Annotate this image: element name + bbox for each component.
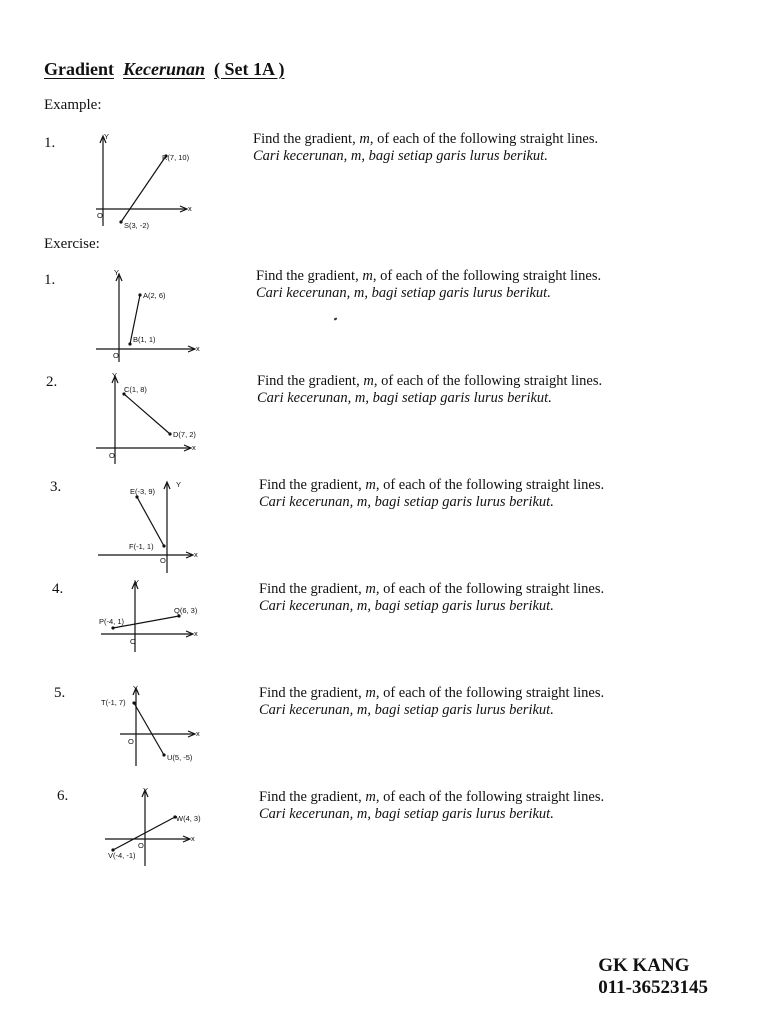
point-2 [119,220,122,223]
origin-label: O [160,556,166,565]
instruction-ms: Cari kecerunan, m, bagi setiap garis lurus berikut. [257,390,552,406]
point-2 [162,544,165,547]
instruction-ms: Cari kecerunan, m, bagi setiap garis lurus berikut. [253,148,548,164]
exercise-2-number: 2. [46,374,58,390]
point-1-label: R(7, 10) [162,153,190,162]
exercise-2-instruction [257,373,602,407]
y-label: Y [176,480,182,489]
exercise-6-graph [103,786,213,871]
instruction-en: Find the gradient, m, of each of the following straight lines. [259,477,605,493]
point-1-label: E(-3, 9) [130,487,156,496]
x-label: x [188,204,192,213]
instruction-en: Find the gradient, m, of each of the following straight lines. [257,373,603,389]
instruction-en: Find the gradient, m, of each of the following straight lines. [256,268,602,284]
exercise-3-number: 3. [50,479,62,495]
instruction-en: Find the gradient, m, of each of the following straight lines. [253,131,599,147]
exercise-1-number: 1. [44,272,56,288]
y-label: Y [134,578,140,587]
author-name: GK KANG [598,955,690,976]
title-gradient: Gradient [44,59,114,79]
point-1-label: A(2, 6) [143,291,166,300]
point-1-label: W(4, 3) [176,814,201,823]
author-block [598,955,708,999]
instruction-ms: Cari kecerunan, m, bagi setiap garis lurus berikut. [256,285,551,301]
exercise-6-number: 6. [57,788,69,804]
x-label: x [194,550,198,559]
exercise-2-graph [94,372,204,467]
exercise-3-instruction [259,477,604,511]
exercise-4-number: 4. [52,581,64,597]
origin-label: O [128,737,134,746]
point-1 [132,701,135,704]
instruction-en: Find the gradient, m, of each of the following straight lines. [259,789,605,805]
origin-label: O [113,351,119,360]
exercise-3-graph [96,476,206,576]
x-label: x [191,834,195,843]
point-2-label: Q(6, 3) [174,606,198,615]
exercise-5-instruction [259,685,604,719]
point-2-label: S(3, -2) [124,221,150,230]
graph-line [134,703,164,755]
y-label: Y [114,268,120,277]
point-2 [162,753,165,756]
y-label: Y [143,786,149,795]
instruction-ms: Cari kecerunan, m, bagi setiap garis lurus berikut. [259,702,554,718]
point-2 [128,342,131,345]
graph-line [124,394,170,434]
point-2-label: V(-4, -1) [108,851,136,860]
point-1-label: C(1, 8) [124,385,147,394]
graph-line [121,156,166,222]
point-1-label: T(-1, 7) [101,698,126,707]
exercise-6-instruction [259,789,604,823]
author-phone: 011-36523145 [598,977,708,998]
origin-label: O [138,841,144,850]
point-2 [168,432,171,435]
point-2-label: U(5, -5) [167,753,193,762]
example-graph [90,130,210,235]
title-kecerunan: Kecerunan [123,59,206,79]
point-1 [111,626,114,629]
point-2-label: B(1, 1) [133,335,156,344]
point-2-label: D(7, 2) [173,430,196,439]
instruction-en: Find the gradient, m, of each of the following straight lines. [259,685,605,701]
point-1 [138,293,141,296]
x-label: x [194,629,198,638]
example-instruction [253,131,598,165]
origin-label: O [97,211,103,220]
point-1-label: P(-4, 1) [99,617,125,626]
x-label: x [192,443,196,452]
example-number: 1. [44,135,56,151]
exercise-label: Exercise: [44,236,100,252]
x-label: x [196,729,200,738]
exercise-5-number: 5. [54,685,66,701]
exercise-4-graph [97,578,207,658]
exercise-1-graph [94,268,204,366]
y-label: Y [104,132,110,141]
stray-mark [334,317,338,320]
point-2-label: F(-1, 1) [129,542,154,551]
instruction-en: Find the gradient, m, of each of the following straight lines. [259,581,605,597]
origin-label: O [130,637,136,646]
exercise-4-instruction [259,581,604,615]
x-label: x [196,344,200,353]
origin-label: O [109,451,115,460]
title-set: ( Set 1A ) [214,59,285,79]
example-label: Example: [44,97,102,113]
instruction-ms: Cari kecerunan, m, bagi setiap garis lurus berikut. [259,494,554,510]
page-title [44,59,285,80]
graph-line [137,497,164,546]
exercise-1-instruction [256,268,601,302]
exercise-5-graph [100,684,210,770]
instruction-ms: Cari kecerunan, m, bagi setiap garis lurus berikut. [259,806,554,822]
graph-line [113,817,175,850]
y-label: Y [133,684,139,693]
instruction-ms: Cari kecerunan, m, bagi setiap garis lurus berikut. [259,598,554,614]
y-label: Y [112,371,118,380]
